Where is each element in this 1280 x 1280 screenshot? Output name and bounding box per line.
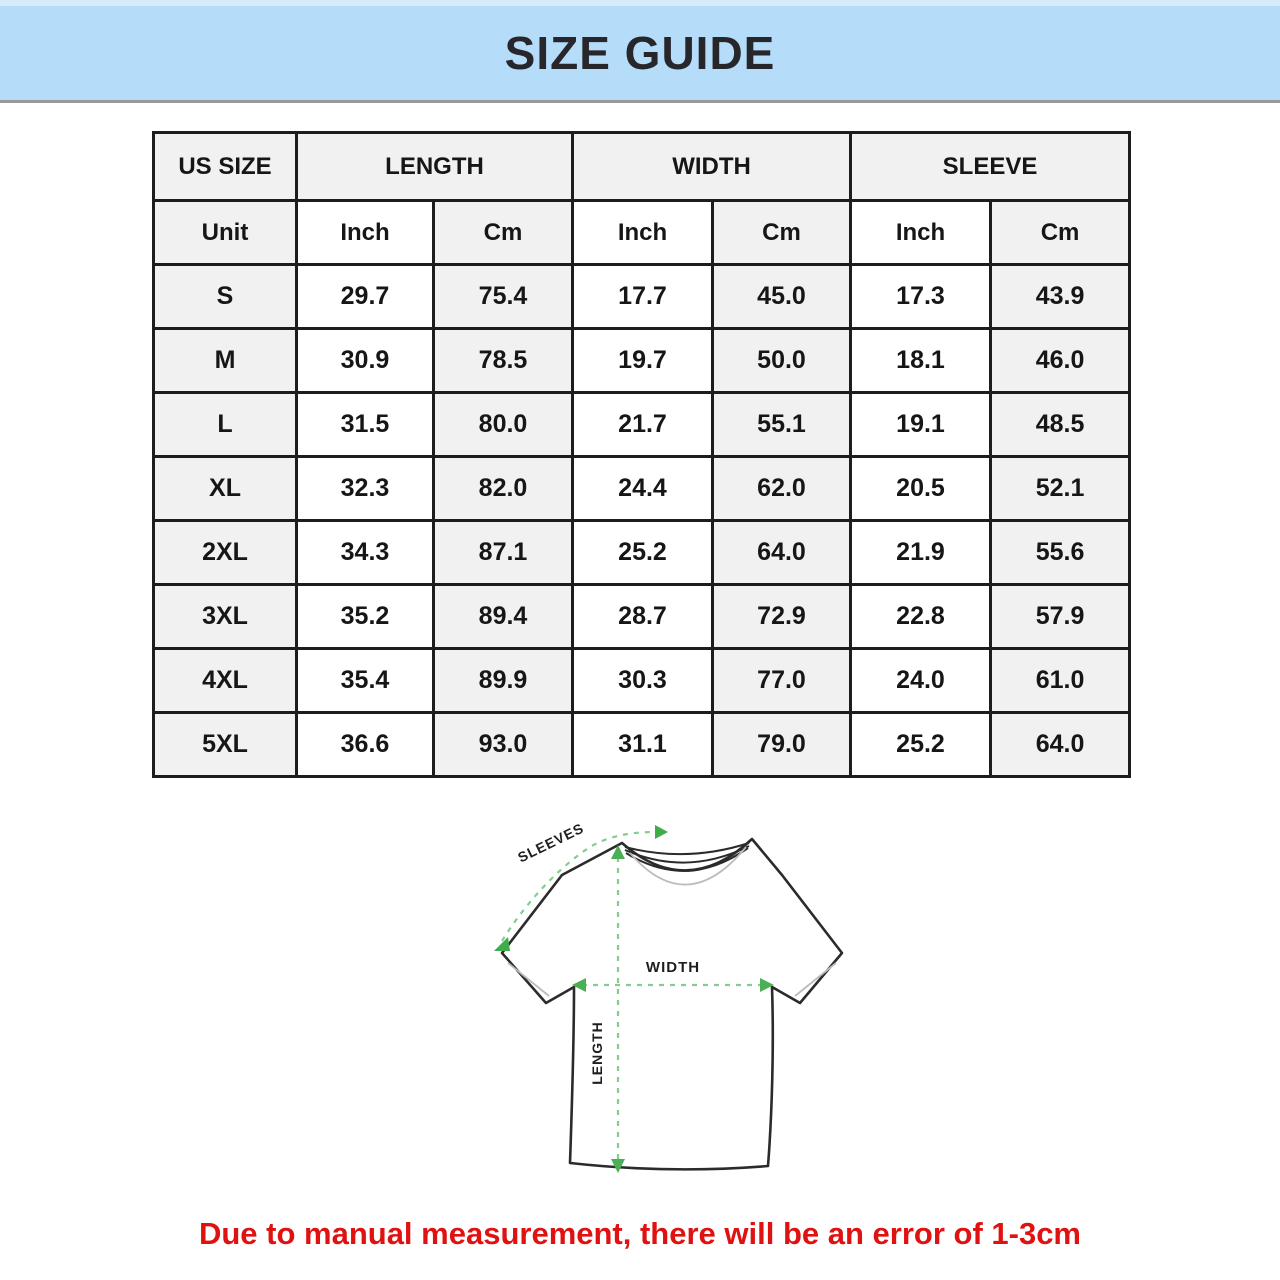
value-cell: 61.0 xyxy=(991,649,1130,713)
value-cell: 64.0 xyxy=(713,521,851,585)
value-cell: 21.9 xyxy=(851,521,991,585)
value-cell: 87.1 xyxy=(434,521,573,585)
value-cell: 28.7 xyxy=(573,585,713,649)
value-cell: 29.7 xyxy=(297,265,434,329)
value-cell: 18.1 xyxy=(851,329,991,393)
value-cell: 55.6 xyxy=(991,521,1130,585)
tshirt-icon xyxy=(450,795,890,1220)
value-cell: 82.0 xyxy=(434,457,573,521)
table-unit-row xyxy=(154,201,1130,265)
value-cell: 36.6 xyxy=(297,713,434,777)
value-cell: 19.1 xyxy=(851,393,991,457)
size-label-cell: 5XL xyxy=(154,713,297,777)
value-cell: 34.3 xyxy=(297,521,434,585)
column-header-us-size: US SIZE xyxy=(154,133,297,201)
tshirt-measurement-diagram xyxy=(450,795,890,1220)
width-label: WIDTH xyxy=(645,959,701,976)
value-cell: 79.0 xyxy=(713,713,851,777)
value-cell: 19.7 xyxy=(573,329,713,393)
value-cell: 55.1 xyxy=(713,393,851,457)
arrow-right-icon xyxy=(655,825,668,839)
table-row xyxy=(154,329,1130,393)
value-cell: 78.5 xyxy=(434,329,573,393)
value-cell: 35.4 xyxy=(297,649,434,713)
value-cell: 89.9 xyxy=(434,649,573,713)
size-label-cell: 3XL xyxy=(154,585,297,649)
size-label-cell: XL xyxy=(154,457,297,521)
page-title: SIZE GUIDE xyxy=(504,27,776,79)
value-cell: 25.2 xyxy=(851,713,991,777)
measurement-disclaimer: Due to manual measurement, there will be an error of 1-3cm xyxy=(198,1216,1082,1251)
length-label: LENGTH xyxy=(589,1021,605,1085)
table-row xyxy=(154,713,1130,777)
value-cell: 17.7 xyxy=(573,265,713,329)
value-cell: 30.9 xyxy=(297,329,434,393)
unit-header-cell: Unit xyxy=(154,201,297,265)
value-cell: 45.0 xyxy=(713,265,851,329)
value-cell: 64.0 xyxy=(991,713,1130,777)
unit-cell-cm: Cm xyxy=(991,201,1130,265)
size-label-cell: 4XL xyxy=(154,649,297,713)
table-row xyxy=(154,393,1130,457)
banner xyxy=(0,0,1280,103)
size-label-cell: L xyxy=(154,393,297,457)
size-label-cell: M xyxy=(154,329,297,393)
table-row xyxy=(154,585,1130,649)
value-cell: 24.4 xyxy=(573,457,713,521)
value-cell: 75.4 xyxy=(434,265,573,329)
column-header-sleeve: SLEEVE xyxy=(851,133,1130,201)
table-row xyxy=(154,265,1130,329)
value-cell: 21.7 xyxy=(573,393,713,457)
value-cell: 52.1 xyxy=(991,457,1130,521)
value-cell: 25.2 xyxy=(573,521,713,585)
unit-cell-inch: Inch xyxy=(851,201,991,265)
value-cell: 62.0 xyxy=(713,457,851,521)
value-cell: 31.5 xyxy=(297,393,434,457)
table-group-header-row xyxy=(154,133,1130,201)
unit-cell-cm: Cm xyxy=(434,201,573,265)
value-cell: 93.0 xyxy=(434,713,573,777)
table-row xyxy=(154,649,1130,713)
sleeves-label: SLEEVES xyxy=(515,819,587,866)
table-row xyxy=(154,457,1130,521)
value-cell: 48.5 xyxy=(991,393,1130,457)
value-cell: 80.0 xyxy=(434,393,573,457)
value-cell: 32.3 xyxy=(297,457,434,521)
value-cell: 22.8 xyxy=(851,585,991,649)
value-cell: 30.3 xyxy=(573,649,713,713)
value-cell: 57.9 xyxy=(991,585,1130,649)
unit-cell-cm: Cm xyxy=(713,201,851,265)
value-cell: 20.5 xyxy=(851,457,991,521)
value-cell: 77.0 xyxy=(713,649,851,713)
value-cell: 46.0 xyxy=(991,329,1130,393)
value-cell: 31.1 xyxy=(573,713,713,777)
size-label-cell: 2XL xyxy=(154,521,297,585)
column-header-length: LENGTH xyxy=(297,133,573,201)
value-cell: 43.9 xyxy=(991,265,1130,329)
unit-cell-inch: Inch xyxy=(573,201,713,265)
size-label-cell: S xyxy=(154,265,297,329)
value-cell: 35.2 xyxy=(297,585,434,649)
value-cell: 72.9 xyxy=(713,585,851,649)
value-cell: 50.0 xyxy=(713,329,851,393)
size-chart-table xyxy=(152,131,1131,778)
value-cell: 17.3 xyxy=(851,265,991,329)
table-row xyxy=(154,521,1130,585)
column-header-width: WIDTH xyxy=(573,133,851,201)
value-cell: 24.0 xyxy=(851,649,991,713)
unit-cell-inch: Inch xyxy=(297,201,434,265)
value-cell: 89.4 xyxy=(434,585,573,649)
